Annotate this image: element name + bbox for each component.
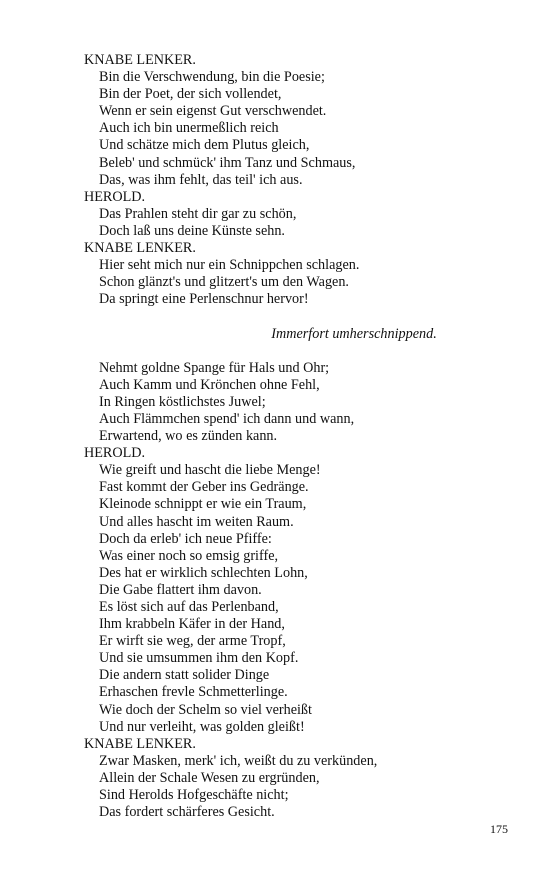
verse-line: Auch Kamm und Krönchen ohne Fehl,: [99, 376, 320, 393]
verse-line: Zwar Masken, merk' ich, weißt du zu verkünden,: [99, 752, 378, 769]
verse-line: Das Prahlen steht dir gar zu schön,: [99, 205, 297, 222]
verse-line: Da springt eine Perlenschnur hervor!: [99, 291, 309, 308]
verse-line: Schon glänzt's und glitzert's um den Wagen.: [99, 274, 349, 291]
verse-line: Nehmt goldne Spange für Hals und Ohr;: [99, 359, 330, 376]
verse-line: Fast kommt der Geber ins Gedränge.: [99, 479, 309, 496]
verse-line: Wie doch der Schelm so viel verheißt: [99, 701, 312, 718]
verse-line: Das fordert schärferes Gesicht.: [99, 804, 275, 821]
verse-line: Doch laß uns deine Künste sehn.: [99, 222, 285, 239]
verse-line: In Ringen köstlichstes Juwel;: [99, 393, 266, 410]
verse-line: Die andern statt solider Dinge: [99, 667, 270, 684]
verse-line: Ihm krabbeln Käfer in der Hand,: [99, 616, 285, 633]
stage-direction: Immerfort umherschnippend.: [271, 325, 437, 342]
speaker-name: KNABE LENKER.: [84, 52, 196, 68]
verse-line: Auch Flämmchen spend' ich dann und wann,: [99, 410, 355, 427]
verse-line: Erwartend, wo es zünden kann.: [99, 428, 278, 445]
verse-line: Doch da erleb' ich neue Pfiffe:: [99, 530, 272, 547]
verse-line: Wie greift und hascht die liebe Menge!: [99, 462, 321, 479]
verse-line: Wenn er sein eigenst Gut verschwendet.: [99, 103, 327, 120]
verse-line: Hier seht mich nur ein Schnippchen schlagen.: [99, 257, 360, 274]
blank-line: [84, 343, 504, 360]
verse-line: Er wirft sie weg, der arme Tropf,: [99, 633, 286, 650]
speaker-name: HEROLD.: [84, 188, 146, 205]
page-text: [84, 52, 504, 821]
verse-line: Und schätze mich dem Plutus gleich,: [99, 137, 310, 154]
page-number: 175: [490, 822, 508, 836]
verse-line: Und sie umsummen ihm den Kopf.: [99, 650, 299, 667]
verse-line: Des hat er wirklich schlechten Lohn,: [99, 564, 308, 581]
verse-line: Das, was ihm fehlt, das teil' ich aus.: [99, 171, 303, 188]
blank-line: [84, 308, 504, 325]
verse-line: Sind Herolds Hofgeschäfte nicht;: [99, 787, 289, 804]
verse-line: Erhaschen frevle Schmetterlinge.: [99, 684, 288, 701]
verse-line: Es löst sich auf das Perlenband,: [99, 599, 279, 615]
verse-line: Beleb' und schmück' ihm Tanz und Schmaus,: [99, 154, 356, 171]
speaker-name: HEROLD.: [84, 445, 146, 462]
verse-line: Was einer noch so emsig griffe,: [99, 547, 279, 564]
verse-line: Auch ich bin unermeßlich reich: [99, 120, 279, 137]
speaker-name: KNABE LENKER.: [84, 240, 196, 257]
verse-line: Bin die Verschwendung, bin die Poesie;: [99, 69, 325, 86]
verse-line: Die Gabe flattert ihm davon.: [99, 581, 262, 598]
verse-line: Kleinode schnippt er wie ein Traum,: [99, 496, 307, 513]
verse-line: Und nur verleiht, was golden gleißt!: [99, 718, 305, 735]
verse-line: Und alles hascht im weiten Raum.: [99, 513, 294, 530]
verse-line: Bin der Poet, der sich vollendet,: [99, 86, 282, 103]
speaker-name: KNABE LENKER.: [84, 735, 196, 752]
verse-line: Allein der Schale Wesen zu ergründen,: [99, 769, 320, 786]
